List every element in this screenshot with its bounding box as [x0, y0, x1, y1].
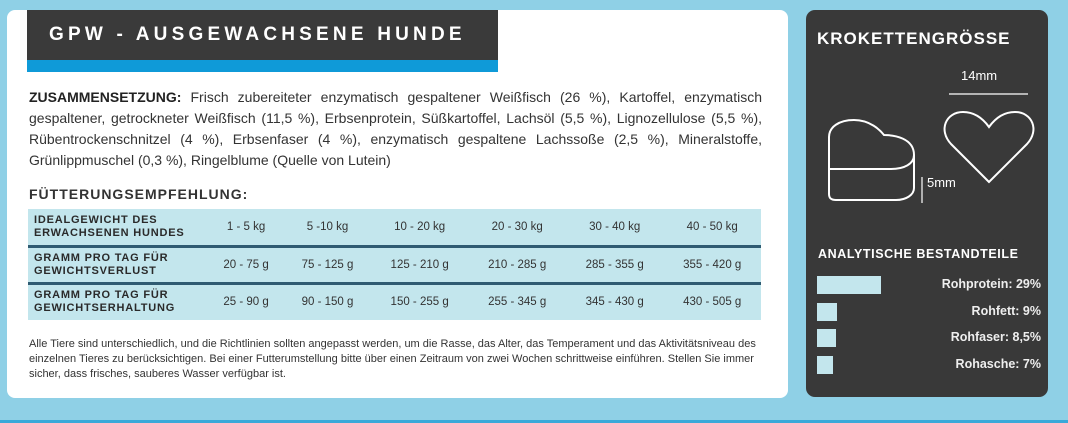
page-title: GPW - AUSGEWACHSENE HUNDE: [27, 10, 498, 60]
nutrient-row: [817, 276, 1041, 294]
nutrient-label: Rohfett: 9%: [971, 303, 1041, 318]
table-cell: 25 - 90 g: [208, 283, 284, 320]
kibble-panel: [806, 10, 1048, 397]
feeding-note: Alle Tiere sind unterschiedlich, und die Richtlinien sollten angepasst werden, um die Rasse, das Alter, das Temperament und das Aktivitätsniveau des einzelnen Tieres zu berücksichtigen. Bei einer Futterumstellung bitte über einen Zeitraum von zwei Wochen schrittweise einführen. Stellen Sie immer sicher, dass frisches, sauberes Wasser verfügbar ist.: [29, 338, 756, 380]
table-cell: 285 - 355 g: [566, 246, 664, 283]
table-cell: 1 - 5 kg: [226, 220, 266, 233]
row-header: GRAMM PRO TAG FÜR GEWICHTSERHALTUNG: [28, 283, 208, 320]
table-cell: 5 -10 kg: [306, 220, 349, 233]
table-cell: 75 - 125 g: [284, 246, 371, 283]
composition-text: [29, 87, 762, 171]
table-row: [28, 283, 761, 320]
table-cell: 10 - 20 kg: [394, 220, 446, 233]
nutrient-label: Rohprotein: 29%: [941, 277, 1041, 291]
composition-label: ZUSAMMENSETZUNG:: [29, 89, 182, 105]
table-cell: 40 - 50 kg: [686, 220, 738, 233]
nutrient-row: [817, 303, 1041, 321]
nutrient-bar: [817, 276, 881, 294]
kibble-width: 14mm: [961, 68, 998, 83]
table-row: [28, 246, 761, 283]
table-cell: 90 - 150 g: [284, 283, 371, 320]
nutrient-label: Rohfaser: 8,5%: [950, 330, 1041, 344]
table-cell: 255 - 345 g: [468, 283, 566, 320]
product-info-card: [7, 10, 788, 398]
title-accent-strip: [27, 60, 498, 72]
table-cell: 210 - 285 g: [468, 246, 566, 283]
table-cell: 125 - 210 g: [371, 246, 469, 283]
row-header: IDEALGEWICHT DES ERWACHSENEN HUNDES: [34, 213, 185, 239]
kibble-size-title: KROKETTENGRÖSSE: [817, 29, 1011, 48]
table-cell: 430 - 505 g: [663, 283, 761, 320]
nutrient-row: [817, 329, 1041, 347]
feeding-table: [28, 209, 761, 320]
table-cell: 150 - 255 g: [371, 283, 469, 320]
table-cell: 20 - 30 kg: [491, 220, 543, 233]
table-cell: 355 - 420 g: [663, 246, 761, 283]
nutrient-bar: [817, 356, 833, 374]
table-cell: 30 - 40 kg: [589, 220, 641, 233]
nutrient-bar: [817, 303, 837, 321]
table-cell: 345 - 430 g: [566, 283, 664, 320]
analysis-title: ANALYTISCHE BESTANDTEILE: [818, 247, 1019, 261]
nutrient-row: [817, 356, 1041, 374]
table-cell: 20 - 75 g: [208, 246, 284, 283]
table-row: [28, 209, 761, 246]
feeding-heading: FÜTTERUNGSEMPFEHLUNG:: [29, 186, 249, 202]
nutrient-bar: [817, 329, 836, 347]
composition-body: Frisch zubereiteter enzymatisch gespaltener Weißfisch (26 %), Kartoffel, enzymatisch gespaltener, getrockneter Weißfisch (11,5 %), Erbsenprotein, Süßkartoffel, Lachsöl (5,5 %), Lignozellulose (5,5 %), Rübentrockenschnitzel (4 %), Erbsenfaser (4 %), enzymatisch gespaltene Lachssoße (2,5 %), Mineralstoffe, Grünlippmuschel (0,3 %), Ringelblume (Quelle von Lutein): [29, 89, 762, 168]
kibble-heart-icon: [806, 80, 1048, 220]
nutrient-label: Rohasche: 7%: [955, 356, 1041, 371]
row-header: GRAMM PRO TAG FÜR GEWICHTSVERLUST: [28, 246, 208, 283]
kibble-height: 5mm: [927, 175, 956, 190]
